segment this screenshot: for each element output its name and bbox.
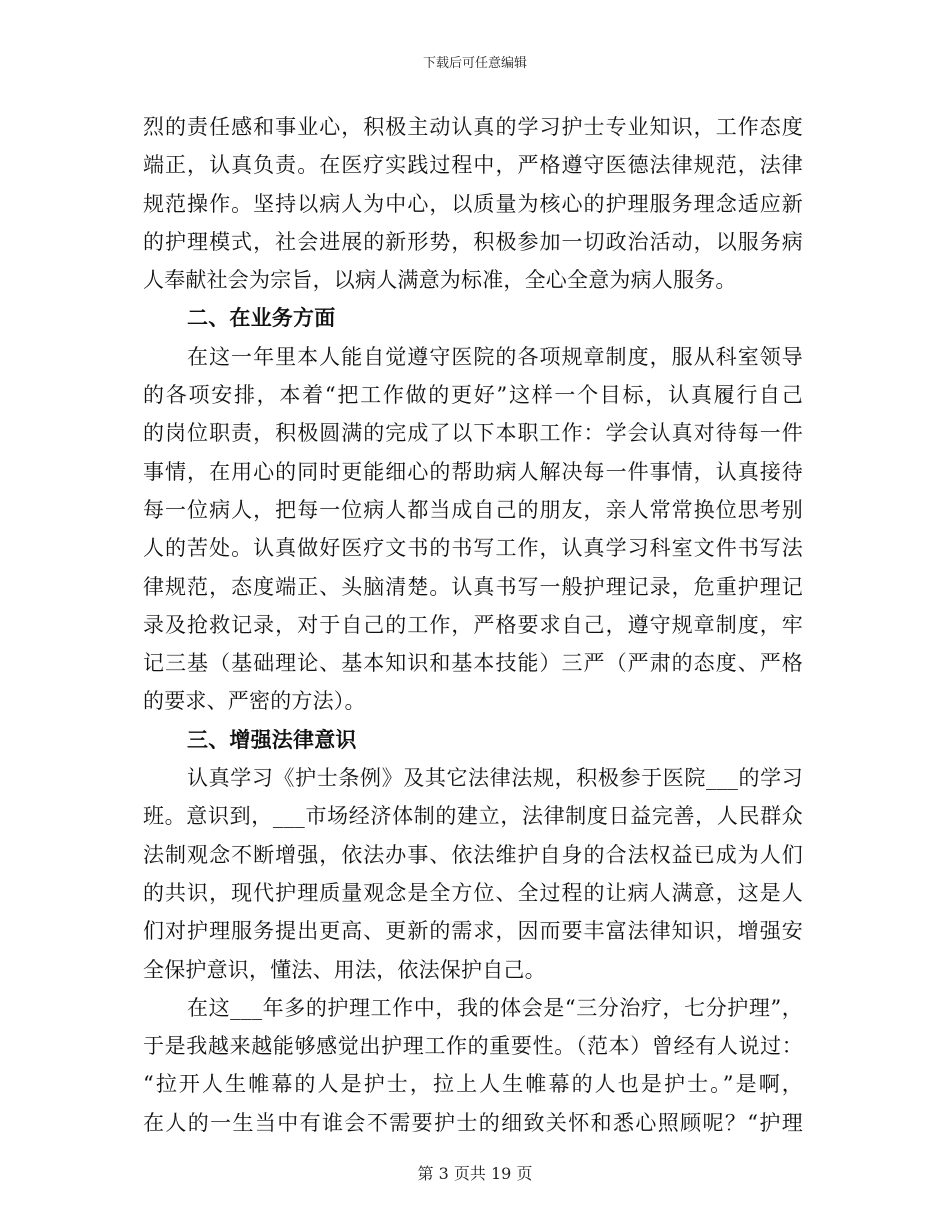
paragraph-line: 于是我越来越能够感觉出护理工作的重要性。（范本）曾经有人说过： [143, 1034, 803, 1059]
page-number-footer: 第 3 页共 19 页 [417, 1164, 533, 1183]
paragraph-line: 端正，认真负责。在医疗实践过程中，严格遵守医德法律规范，法律 [143, 153, 803, 178]
paragraph-line: 录及抢救记录，对于自己的工作，严格要求自己，遵守规章制度，牢 [143, 612, 803, 637]
paragraph-line: 法制观念不断增强，依法办事、依法维护自身的合法权益已成为人们 [143, 842, 803, 867]
paragraph-line: 认真学习《护士条例》及其它法律法规，积极参于医院___的学习 [187, 766, 803, 791]
paragraph-line: “拉开人生帷幕的人是护士，拉上人生帷幕的人也是护士。”是啊， [143, 1072, 803, 1097]
paragraph-line: 规范操作。坚持以病人为中心，以质量为核心的护理服务理念适应新 [143, 191, 803, 216]
paragraph-line: 人奉献社会为宗旨，以病人满意为标准，全心全意为病人服务。 [143, 268, 737, 293]
paragraph-line: 在这一年里本人能自觉遵守医院的各项规章制度，服从科室领导 [187, 344, 803, 369]
page-header-note: 下载后可任意编辑 [422, 56, 527, 71]
paragraph-line: 记三基（基础理论、基本知识和基本技能）三严（严肃的态度、严格 [143, 651, 803, 676]
paragraph-line: 的要求、严密的方法）。 [143, 689, 366, 714]
paragraph-line: 全保护意识，懂法、用法，依法保护自己。 [143, 957, 546, 982]
paragraph-line: 事情，在用心的同时更能细心的帮助病人解决每一件事情，认真接待 [143, 459, 803, 484]
paragraph-line: 班。意识到，___市场经济体制的建立，法律制度日益完善，人民群众 [143, 804, 803, 829]
section-heading-legal: 三、增强法律意识 [187, 726, 357, 752]
paragraph-line: 在这___年多的护理工作中，我的体会是“三分治疗，七分护理”， [187, 995, 803, 1020]
paragraph-line: 人的苦处。认真做好医疗文书的书写工作，认真学习科室文件书写法 [143, 536, 803, 561]
section-heading-business: 二、在业务方面 [187, 305, 336, 331]
paragraph-line: 的共识，现代护理质量观念是全方位、全过程的让病人满意，这是人 [143, 880, 803, 905]
document-body [143, 108, 803, 1142]
paragraph-line: 烈的责任感和事业心，积极主动认真的学习护士专业知识，工作态度 [143, 115, 803, 139]
paragraph-line: 的岗位职责，积极圆满的完成了以下本职工作：学会认真对待每一件 [143, 421, 803, 446]
paragraph-line: 们对护理服务提出更高、更新的需求，因而要丰富法律知识，增强安 [143, 919, 803, 944]
paragraph-line: 每一位病人，把每一位病人都当成自己的朋友，亲人常常换位思考别 [143, 497, 803, 522]
paragraph-line: 在人的一生当中有谁会不需要护士的细致关怀和悉心照顾呢？“护理 [143, 1110, 803, 1135]
paragraph-line: 律规范，态度端正、头脑清楚。认真书写一般护理记录，危重护理记 [143, 574, 803, 599]
paragraph-line: 的各项安排，本着“把工作做的更好”这样一个目标，认真履行自己 [143, 383, 803, 408]
paragraph-line: 的护理模式，社会进展的新形势，积极参加一切政治活动，以服务病 [143, 229, 803, 254]
